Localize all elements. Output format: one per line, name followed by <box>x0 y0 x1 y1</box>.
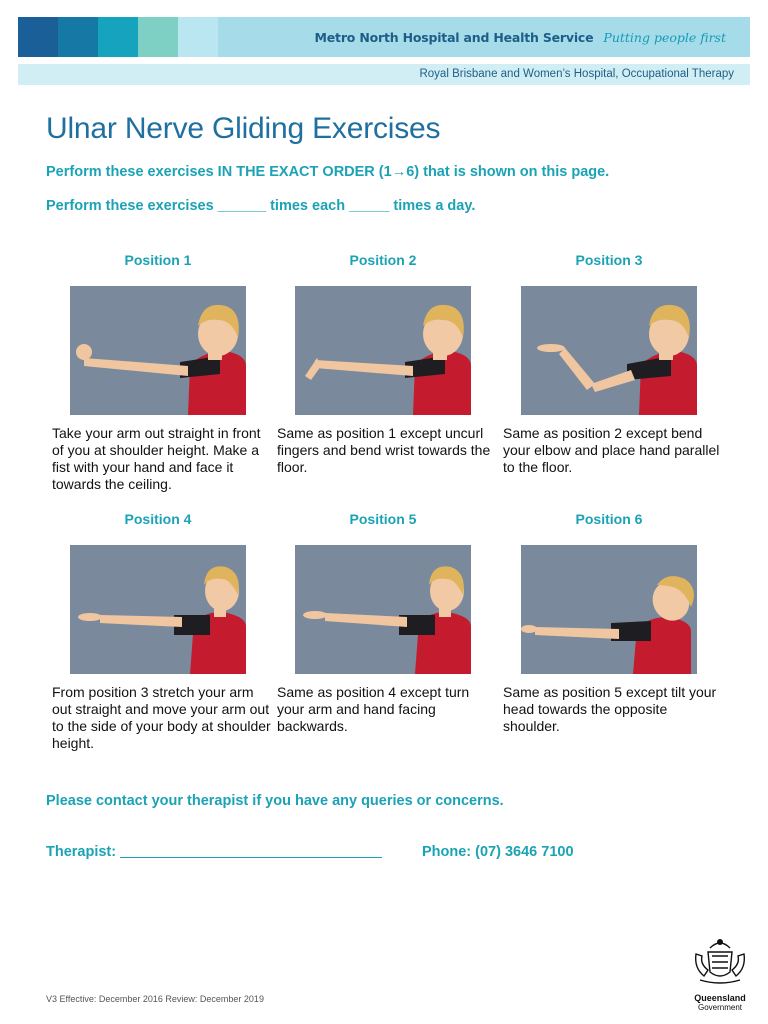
logo-subtext: Government <box>697 1003 743 1012</box>
position-title: Position 5 <box>349 511 417 527</box>
exercise-photo <box>521 286 697 415</box>
position-card <box>270 252 496 476</box>
coat-of-arms-icon <box>690 934 750 988</box>
position-description: Take your arm out straight in front of you at shoulder height. Make a fist with your hand and face it towards the ceiling. <box>52 425 261 492</box>
header-tile <box>138 17 178 57</box>
therapist-blank-line <box>120 844 382 858</box>
organization-tagline: Putting people first <box>603 29 726 45</box>
therapist-field <box>46 844 382 860</box>
position-description: Same as position 4 except turn your arm and hand facing backwards. <box>277 684 470 734</box>
header-tile <box>178 17 218 57</box>
position-title: Position 4 <box>124 511 192 527</box>
frequency-instruction: Perform these exercises ______ times each _____ times a day. <box>46 198 476 214</box>
department-subtitle: Royal Brisbane and Women’s Hospital, Occupational Therapy <box>18 64 750 85</box>
header-tile <box>18 17 58 57</box>
logo-name: Queensland <box>694 993 746 1003</box>
position-card <box>45 252 271 493</box>
position-description: Same as position 2 except bend your elbow and place hand parallel to the floor. <box>503 425 720 475</box>
contact-note: Please contact your therapist if you have any queries or concerns. <box>46 793 504 809</box>
version-info: V3 Effective: December 2016 Review: December 2019 <box>46 994 264 1004</box>
position-title: Position 1 <box>124 252 192 268</box>
position-title: Position 6 <box>575 511 643 527</box>
position-description: Same as position 1 except uncurl fingers and bend wrist towards the floor. <box>277 425 491 475</box>
position-description: From position 3 stretch your arm out straight and move your arm out to the side of your body at shoulder height. <box>52 684 271 751</box>
exercise-photo <box>70 286 246 415</box>
position-card <box>45 511 271 752</box>
order-instruction: Perform these exercises IN THE EXACT ORDER (1→6) that is shown on this page. <box>46 164 610 180</box>
exercise-photo <box>70 545 246 674</box>
header-color-tiles <box>18 17 218 57</box>
header-banner <box>18 17 750 57</box>
header-tile <box>98 17 138 57</box>
position-title: Position 2 <box>349 252 417 268</box>
phone-number: Phone: (07) 3646 7100 <box>422 844 574 860</box>
position-card <box>270 511 496 735</box>
position-card <box>496 511 722 735</box>
position-description: Same as position 5 except tilt your head towards the opposite shoulder. <box>503 684 717 734</box>
queensland-government-logo <box>688 934 752 1012</box>
position-title: Position 3 <box>575 252 643 268</box>
organization-name: Metro North Hospital and Health Service <box>314 29 594 45</box>
page-title: Ulnar Nerve Gliding Exercises <box>46 112 441 145</box>
therapist-label: Therapist: <box>46 844 117 860</box>
exercise-photo <box>295 286 471 415</box>
exercise-photo <box>295 545 471 674</box>
header-tile <box>58 17 98 57</box>
position-card <box>496 252 722 476</box>
exercise-photo <box>521 545 697 674</box>
